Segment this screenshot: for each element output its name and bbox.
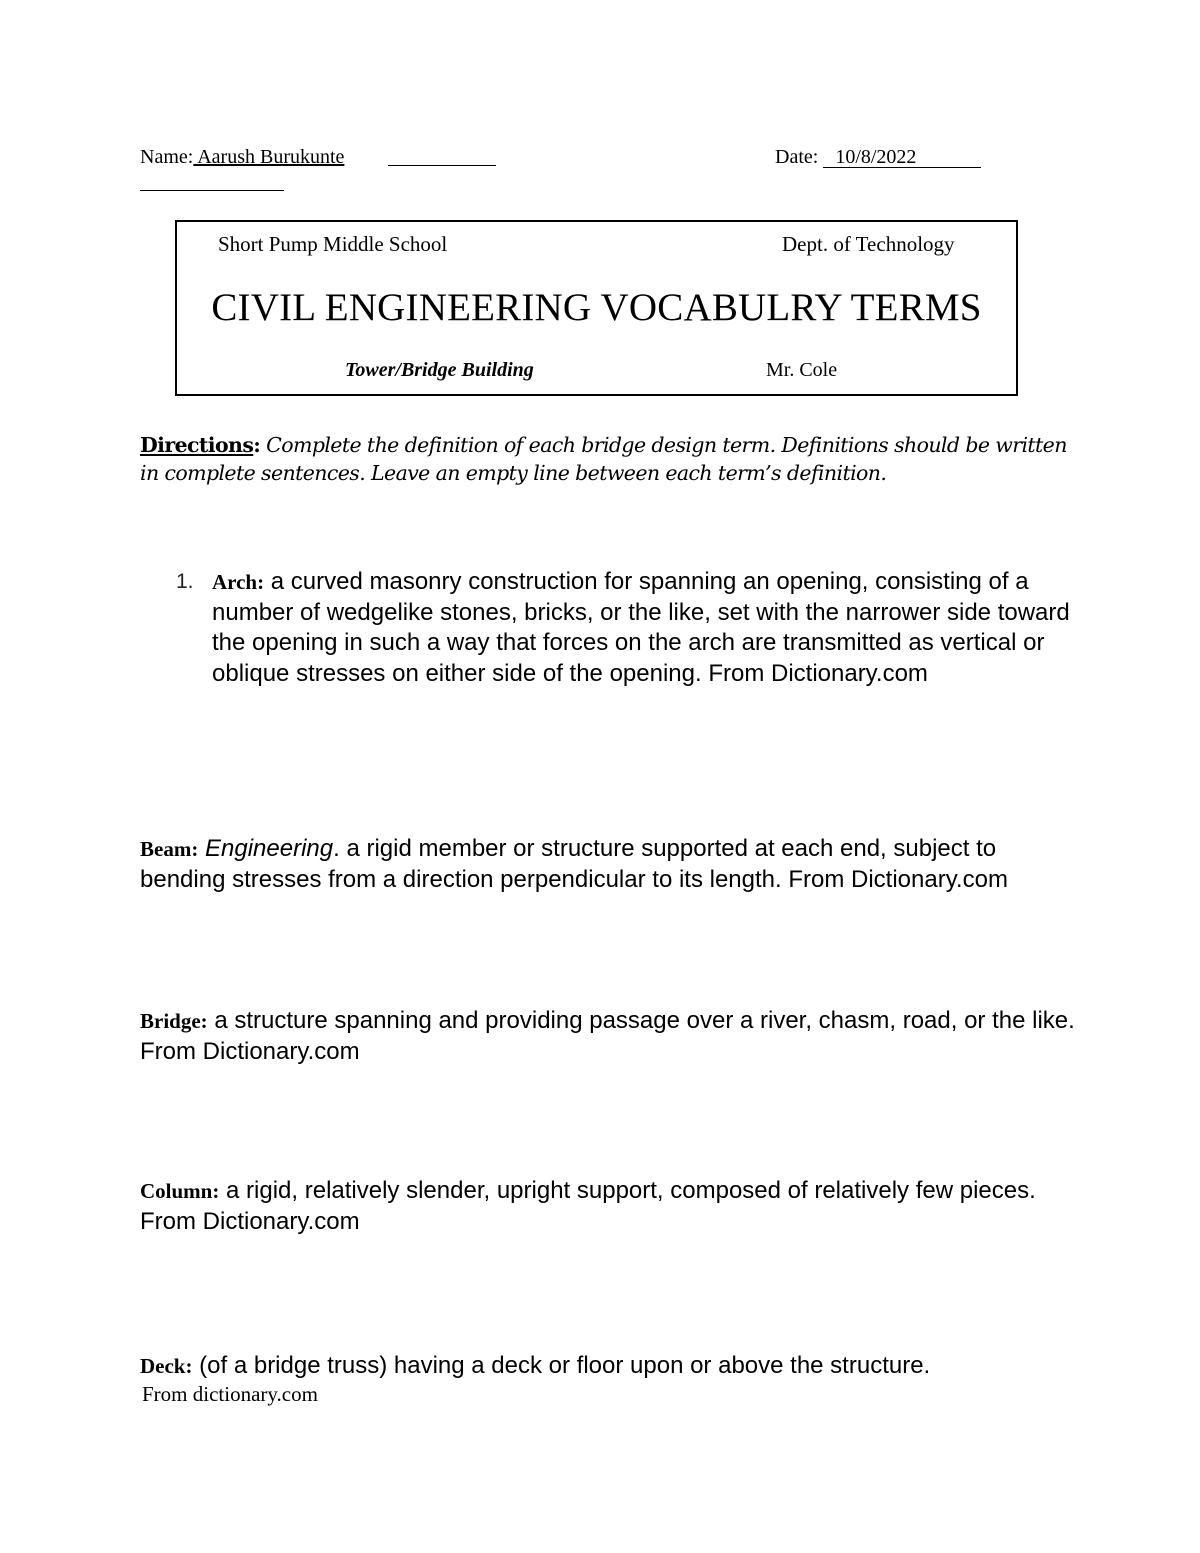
- name-underline: [388, 165, 496, 166]
- term-definition: . a rigid member or structure supported at each end, subject to bending stresses from a direction perpendicular to its length. From Dictionary.com: [140, 835, 1008, 893]
- unit-subtitle: Tower/Bridge Building: [345, 359, 534, 381]
- directions-colon: :: [253, 433, 261, 457]
- name-field: [140, 145, 344, 169]
- teacher-name: Mr. Cole: [766, 359, 838, 381]
- document-title: CIVIL ENGINEERING VOCABULRY TERMS: [211, 286, 982, 329]
- term-definition: a rigid, relatively slender, upright support, composed of relatively few pieces. From Dictionary.com: [140, 1177, 1036, 1235]
- term-label: Column:: [140, 1179, 220, 1203]
- directions-text: Complete the definition of each bridge design term. Definitions should be written in complete sentences. Leave an empty line between each term’s definition.: [140, 433, 1067, 485]
- term-definition: a curved masonry construction for spanning an opening, consisting of a number of wedgelike stones, bricks, or the like, set with the narrower side toward the opening in such a way that forces on the arch are transmitted as vertical or oblique stresses on either side of the opening. From Dictionary.com: [212, 568, 1070, 687]
- directions: [140, 431, 1080, 487]
- school-name: Short Pump Middle School: [218, 232, 448, 256]
- list-number: 1.: [176, 570, 194, 593]
- department: Dept. of Technology: [782, 232, 955, 256]
- term-definition: a structure spanning and providing passage over a river, chasm, road, or the like. From Dictionary.com: [140, 1007, 1075, 1065]
- term-label: Deck:: [140, 1354, 193, 1378]
- term-definition: (of a bridge truss) having a deck or floor upon or above the structure.: [192, 1352, 931, 1379]
- term-arch: [212, 567, 1072, 689]
- term-emphasis: Engineering: [205, 835, 334, 862]
- term-source: From dictionary.com: [142, 1382, 318, 1406]
- name-value: Aarush Burukunte: [193, 146, 345, 168]
- term-deck: [140, 1351, 1075, 1382]
- term-beam: [140, 834, 1075, 895]
- term-label: Beam:: [140, 837, 199, 861]
- date-label: Date:: [775, 146, 824, 168]
- date-value: 10/8/2022: [823, 147, 981, 168]
- term-label: Bridge:: [140, 1009, 208, 1033]
- directions-label: Directions: [140, 433, 254, 457]
- term-bridge: [140, 1006, 1075, 1067]
- blank-rule: [140, 190, 284, 191]
- term-label: Arch:: [212, 570, 265, 594]
- name-label: Name:: [140, 146, 194, 168]
- term-column: [140, 1176, 1075, 1237]
- date-field: [775, 145, 981, 169]
